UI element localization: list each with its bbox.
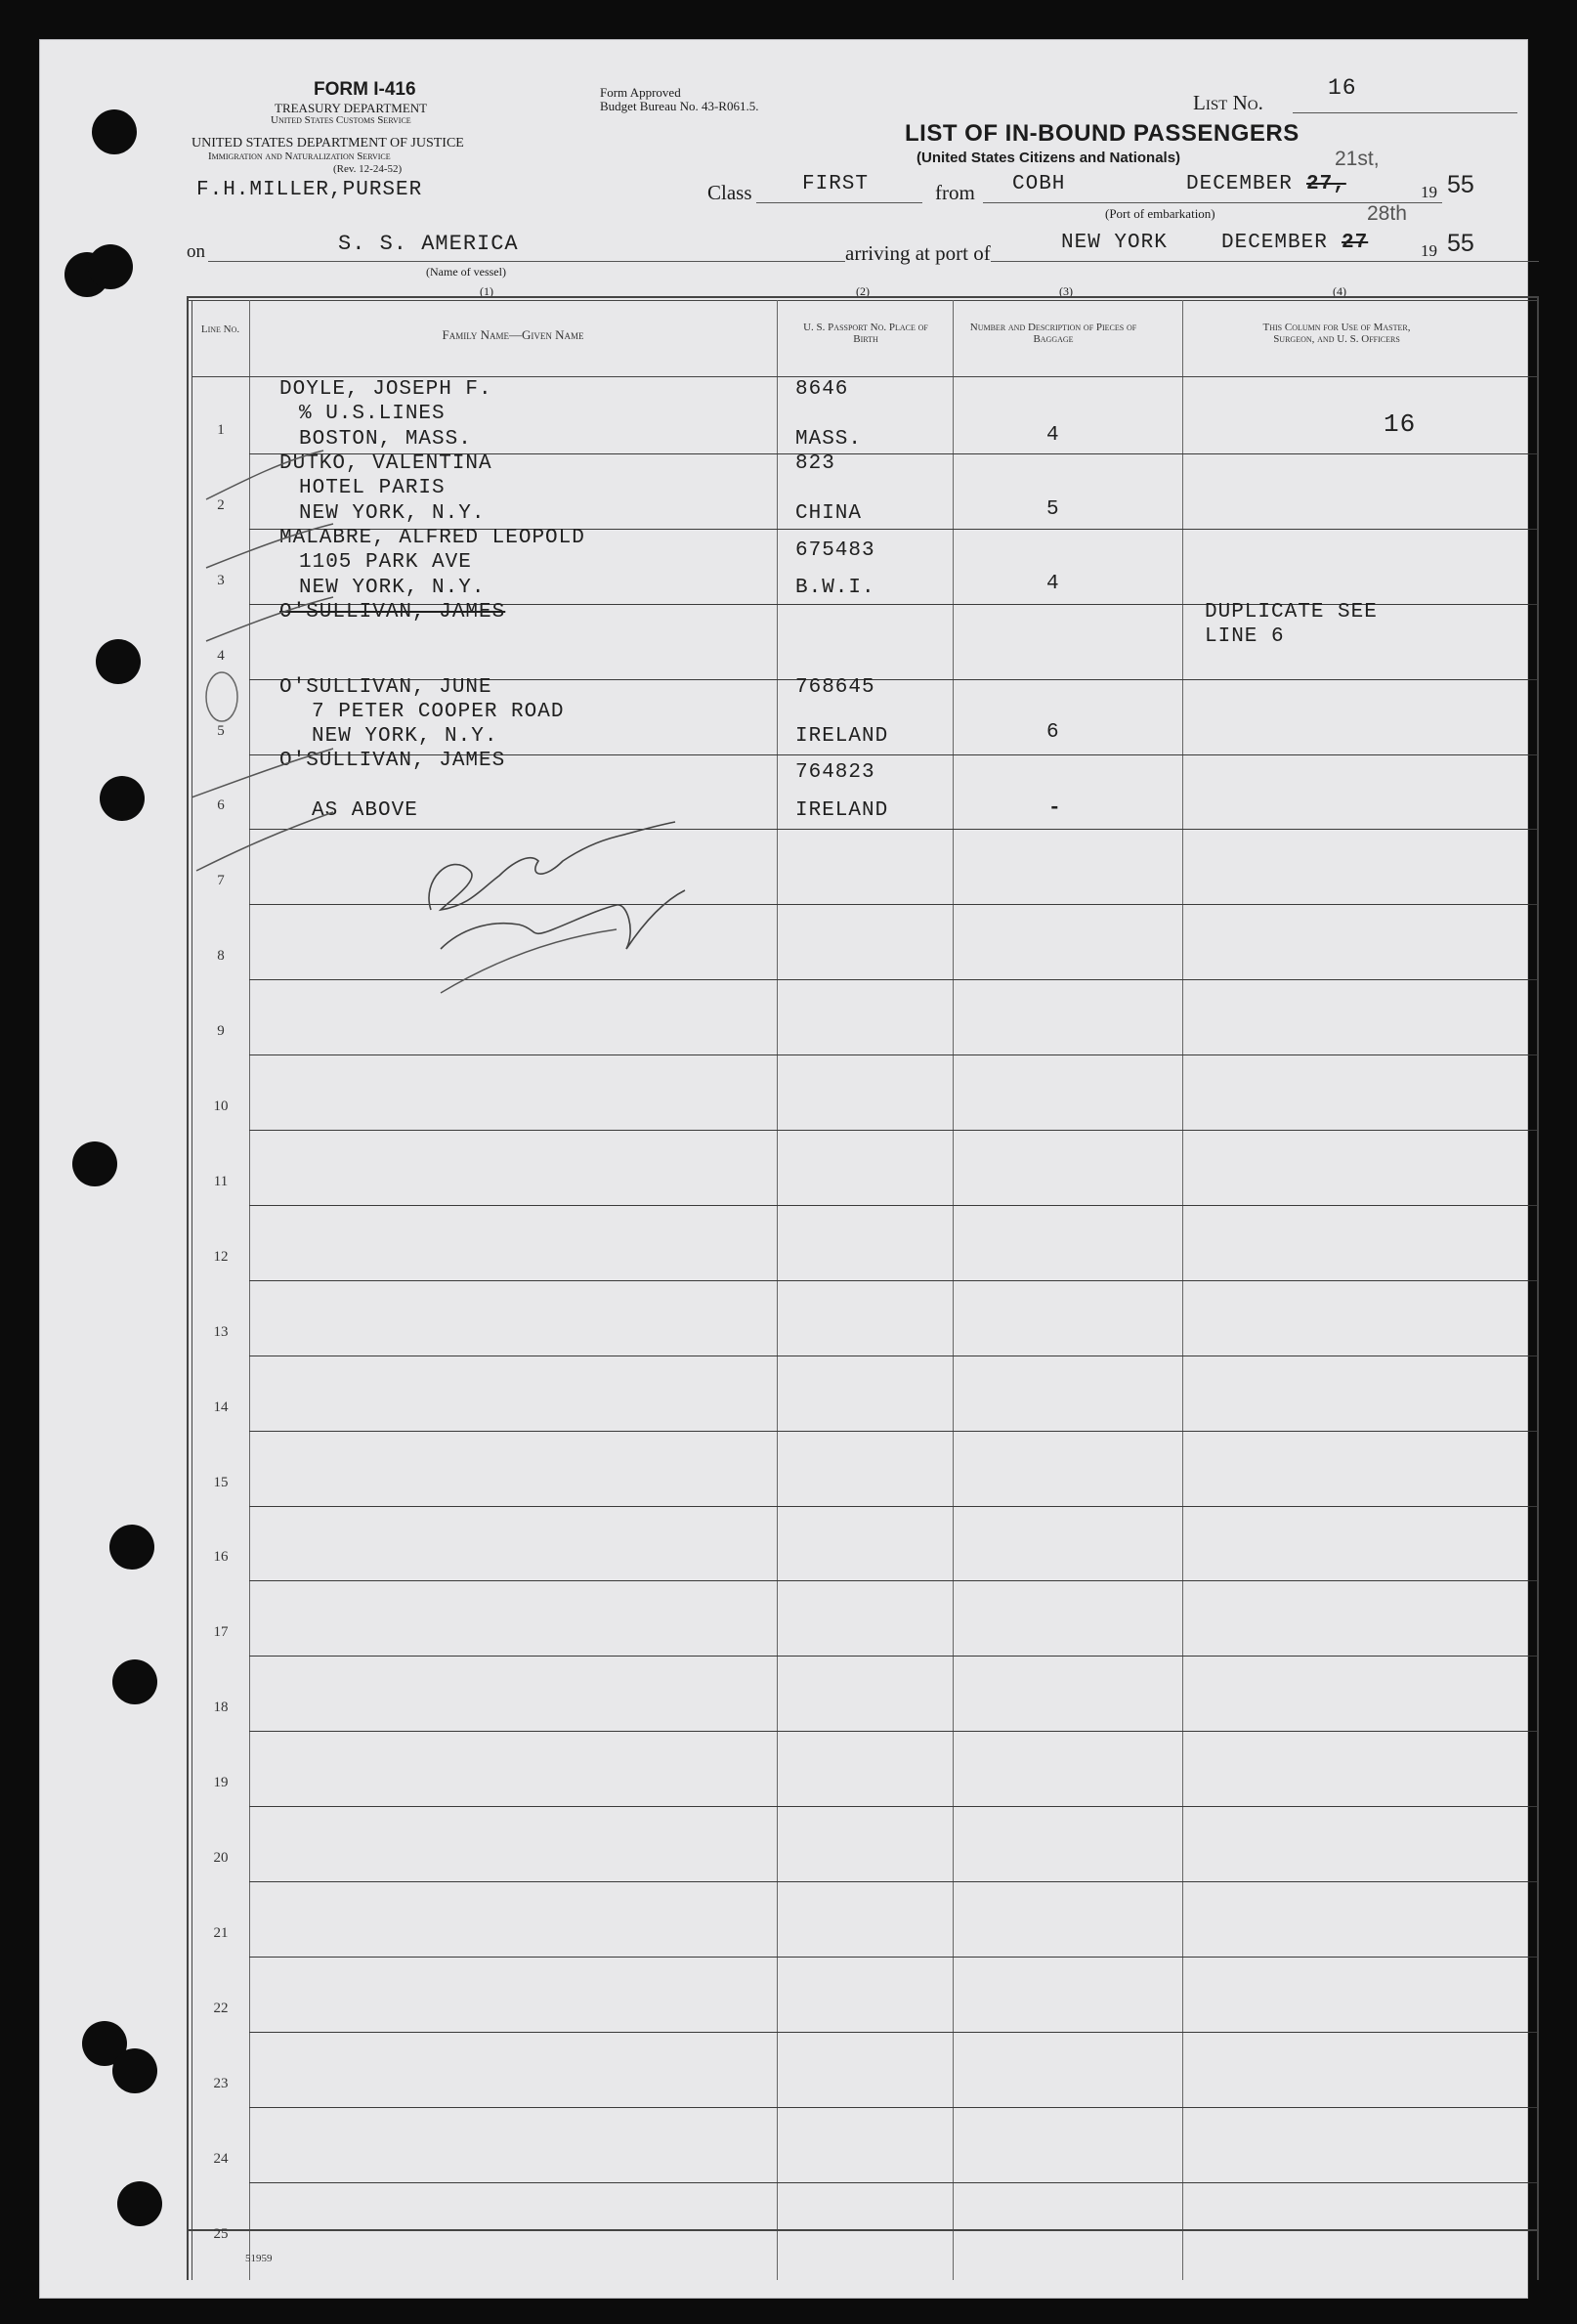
line-number: 20 bbox=[213, 1850, 229, 1866]
entry-5-baggage: 6 bbox=[1046, 721, 1060, 744]
entry-2-birth: CHINA bbox=[795, 502, 863, 525]
entry-1-name: DOYLE, JOSEPH F. bbox=[279, 378, 492, 401]
header-baggage: Number and Description of Pieces of Baggage bbox=[969, 322, 1137, 345]
entry-5-passport: 768645 bbox=[795, 676, 875, 699]
revision: (Rev. 12-24-52) bbox=[333, 163, 403, 175]
entry-3-name: MALABRE, ALFRED LEOPOLD bbox=[279, 527, 585, 549]
line-number: 17 bbox=[213, 1624, 229, 1640]
col-num-2: (2) bbox=[856, 284, 870, 298]
entry-6-addr: AS ABOVE bbox=[312, 799, 418, 822]
line-number: 5 bbox=[217, 723, 225, 739]
entry-1-officer: 16 bbox=[1384, 409, 1417, 439]
line-number: 11 bbox=[213, 1174, 229, 1189]
col-num-4: (4) bbox=[1333, 284, 1346, 298]
on-label: on bbox=[187, 241, 205, 262]
line-number: 18 bbox=[213, 1700, 229, 1715]
arrive-year: 55 bbox=[1447, 230, 1474, 257]
table-row bbox=[249, 1731, 1537, 1732]
list-no-value: 16 bbox=[1328, 75, 1357, 101]
line-number: 24 bbox=[213, 2151, 229, 2167]
entry-1-addr1: % U.S.LINES bbox=[299, 403, 446, 425]
punch-hole bbox=[100, 776, 145, 821]
from-port: COBH bbox=[1012, 173, 1066, 195]
class-value: FIRST bbox=[802, 173, 870, 195]
customs-service: United States Customs Service bbox=[271, 114, 411, 126]
entry-4-officer-note: DUPLICATE SEE LINE 6 bbox=[1205, 601, 1378, 648]
line-4-circle bbox=[206, 672, 237, 721]
vessel-caption: (Name of vessel) bbox=[426, 265, 506, 279]
punch-hole bbox=[117, 2181, 162, 2226]
arrive-month: DECEMBER bbox=[1221, 232, 1328, 254]
header-passport: U. S. Passport No. Place of Birth bbox=[803, 322, 928, 345]
entry-5-addr2: NEW YORK, N.Y. bbox=[312, 725, 498, 748]
entry-6-passport: 764823 bbox=[795, 761, 875, 784]
depart-year: 55 bbox=[1447, 171, 1474, 198]
table-row bbox=[249, 1280, 1537, 1281]
table-row bbox=[249, 1881, 1537, 1882]
ins-service: Immigration and Naturalization Service bbox=[208, 151, 391, 162]
line-number: 25 bbox=[213, 2226, 229, 2242]
punch-hole bbox=[96, 639, 141, 684]
table-row bbox=[249, 1431, 1537, 1432]
entry-3-addr1: 1105 PARK AVE bbox=[299, 551, 472, 574]
line-number: 1 bbox=[217, 422, 225, 438]
line-number: 21 bbox=[213, 1925, 229, 1941]
line-number: 2 bbox=[217, 497, 225, 513]
form-approved: Form Approved bbox=[600, 85, 681, 100]
col-num-3: (3) bbox=[1059, 284, 1073, 298]
entry-2-addr1: HOTEL PARIS bbox=[299, 477, 446, 499]
line-number: 22 bbox=[213, 2001, 229, 2016]
list-no-label: List No. bbox=[1193, 91, 1263, 114]
header-officers: This Column for Use of Master, Surgeon, and U. S. Officers bbox=[1262, 322, 1411, 345]
punch-hole bbox=[112, 1659, 157, 1704]
justice-dept: UNITED STATES DEPARTMENT OF JUSTICE bbox=[192, 136, 464, 151]
treasury-dept: TREASURY DEPARTMENT bbox=[275, 101, 428, 115]
entry-5-addr1: 7 PETER COOPER ROAD bbox=[312, 701, 565, 723]
port-caption: (Port of embarkation) bbox=[1105, 206, 1215, 221]
year-prefix-2: 19 bbox=[1421, 241, 1437, 260]
line-number: 7 bbox=[217, 873, 225, 888]
entry-6-birth: IRELAND bbox=[795, 799, 889, 822]
table-row bbox=[249, 1205, 1537, 1206]
form-sheet bbox=[39, 39, 1528, 2299]
entry-3-birth: B.W.I. bbox=[795, 577, 875, 599]
header-name: Family Name—Given Name bbox=[442, 327, 584, 342]
col-num-1: (1) bbox=[480, 284, 493, 298]
line-number: 4 bbox=[217, 648, 225, 664]
entry-3-passport: 675483 bbox=[795, 539, 875, 562]
entry-1-birth: MASS. bbox=[795, 428, 863, 451]
table-row bbox=[249, 2107, 1537, 2108]
line-number: 9 bbox=[217, 1023, 225, 1039]
class-label: Class bbox=[707, 181, 752, 204]
arriving-label: arriving at port of bbox=[845, 241, 991, 265]
entry-3-addr2: NEW YORK, N.Y. bbox=[299, 577, 486, 599]
table-row bbox=[249, 1806, 1537, 1807]
line-number: 12 bbox=[213, 1249, 229, 1265]
depart-day-corrected: 21st, bbox=[1335, 148, 1380, 170]
footer-code: 51959 bbox=[245, 2253, 273, 2264]
entry-2-baggage: 5 bbox=[1046, 498, 1060, 521]
entry-1-addr2: BOSTON, MASS. bbox=[299, 428, 472, 451]
punch-hole bbox=[112, 2048, 157, 2093]
entry-6-name: O'SULLIVAN, JAMES bbox=[279, 750, 506, 772]
punch-hole bbox=[88, 244, 133, 289]
signature bbox=[382, 783, 714, 998]
entry-1-passport: 8646 bbox=[795, 378, 849, 401]
form-number: FORM I-416 bbox=[314, 79, 416, 100]
purser: F.H.MILLER,PURSER bbox=[196, 179, 423, 201]
punch-hole bbox=[92, 109, 137, 154]
table-row bbox=[249, 1130, 1537, 1131]
header-line-no: Line No. bbox=[200, 323, 240, 335]
entry-5-birth: IRELAND bbox=[795, 725, 889, 748]
depart-day-struck: 27, bbox=[1306, 173, 1346, 195]
line-number: 6 bbox=[217, 797, 225, 813]
table-row bbox=[249, 1580, 1537, 1581]
line-number: 13 bbox=[213, 1324, 229, 1340]
line-number: 10 bbox=[213, 1098, 229, 1114]
form-title: LIST OF IN-BOUND PASSENGERS bbox=[905, 120, 1300, 147]
table-row bbox=[249, 1054, 1537, 1055]
entry-2-addr2: NEW YORK, N.Y. bbox=[299, 502, 486, 525]
table-row bbox=[249, 1506, 1537, 1507]
line-number: 14 bbox=[213, 1399, 229, 1415]
arrive-day-struck: 27 bbox=[1342, 232, 1369, 254]
form-subtitle: (United States Citizens and Nationals) bbox=[916, 150, 1181, 166]
entry-4-name-struck: O'SULLIVAN, JAMES bbox=[279, 601, 506, 624]
vessel-name: S. S. AMERICA bbox=[338, 232, 519, 256]
arrive-port: NEW YORK bbox=[1061, 232, 1168, 254]
budget-bureau: Budget Bureau No. 43-R061.5. bbox=[600, 99, 759, 113]
entry-2-passport: 823 bbox=[795, 452, 835, 475]
entry-2-name: DUTKO, VALENTINA bbox=[279, 452, 492, 475]
line-number: 16 bbox=[213, 1549, 229, 1565]
table-row bbox=[249, 1957, 1537, 1958]
year-prefix: 19 bbox=[1421, 183, 1437, 201]
entry-3-baggage: 4 bbox=[1046, 573, 1060, 595]
entry-6-baggage: - bbox=[1048, 797, 1062, 820]
line-number: 3 bbox=[217, 573, 225, 588]
punch-hole bbox=[72, 1141, 117, 1186]
entry-5-name: O'SULLIVAN, JUNE bbox=[279, 676, 492, 699]
depart-month: DECEMBER bbox=[1186, 173, 1293, 195]
from-label: from bbox=[935, 181, 975, 204]
line-number: 19 bbox=[213, 1775, 229, 1790]
table-row bbox=[249, 2032, 1537, 2033]
punch-hole bbox=[109, 1525, 154, 1570]
line-number: 23 bbox=[213, 2076, 229, 2091]
line-number: 8 bbox=[217, 948, 225, 964]
table-row bbox=[249, 2182, 1537, 2183]
line-number: 15 bbox=[213, 1475, 229, 1490]
check-marks bbox=[177, 411, 382, 881]
entry-1-baggage: 4 bbox=[1046, 424, 1060, 447]
table-row bbox=[249, 1656, 1537, 1657]
arrive-day-corrected: 28th bbox=[1367, 202, 1407, 225]
